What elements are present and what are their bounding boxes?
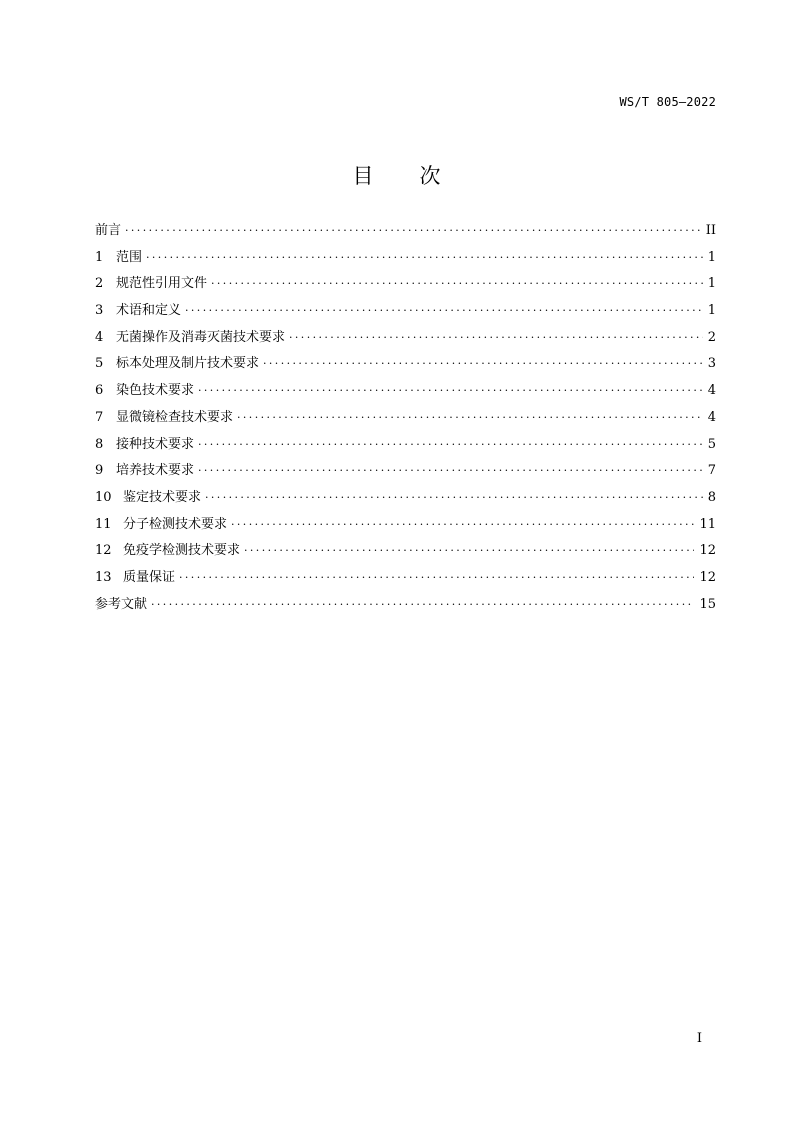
toc-entry-7[interactable]: [95, 405, 716, 432]
toc-list: [95, 218, 716, 618]
toc-leader-dots: [185, 298, 703, 325]
toc-leader-dots: [125, 218, 701, 245]
toc-entry-number: 3: [95, 303, 104, 319]
toc-title-char-1: 目: [352, 164, 374, 188]
toc-entry-number: 8: [95, 436, 104, 452]
toc-leader-dots: [289, 325, 703, 352]
toc-entry-title: 无菌操作及消毒灭菌技术要求: [116, 329, 286, 345]
toc-entry-page: 4: [707, 409, 716, 425]
toc-entry-title: 接种技术要求: [116, 436, 195, 452]
toc-entry-references[interactable]: [95, 592, 716, 619]
toc-entry-number: 7: [95, 409, 104, 425]
toc-entry-6[interactable]: [95, 378, 716, 405]
toc-entry-title: 显微镜检查技术要求: [116, 409, 234, 425]
toc-entry-title: 规范性引用文件: [116, 276, 208, 292]
toc-title: [0, 160, 793, 190]
toc-entry-number: 11: [95, 516, 112, 532]
toc-entry-title: 质量保证: [123, 569, 176, 585]
toc-leader-dots: [179, 565, 694, 592]
toc-entry-3[interactable]: [95, 298, 716, 325]
toc-entry-page: 11: [699, 516, 716, 532]
toc-entry-number: 12: [95, 543, 112, 559]
toc-entry-number: 2: [95, 276, 104, 292]
toc-leader-dots: [198, 458, 703, 485]
toc-entry-title: 免疫学检测技术要求: [123, 543, 241, 559]
toc-entry-title: 培养技术要求: [116, 463, 195, 479]
toc-entry-page: 15: [699, 596, 716, 612]
toc-entry-number: 13: [95, 569, 112, 585]
toc-leader-dots: [151, 592, 694, 619]
toc-entry-2[interactable]: [95, 271, 716, 298]
toc-leader-dots: [263, 351, 703, 378]
toc-entry-number: 10: [95, 489, 112, 505]
toc-entry-page: 1: [707, 249, 716, 265]
document-code: WS/T 805—2022: [619, 95, 716, 109]
page-number: I: [696, 1031, 702, 1046]
toc-entry-number: 9: [95, 463, 104, 479]
toc-leader-dots: [198, 432, 703, 459]
toc-leader-dots: [146, 245, 703, 272]
toc-entry-foreword[interactable]: [95, 218, 716, 245]
toc-entry-title: 参考文献: [95, 596, 148, 612]
toc-entry-title: 染色技术要求: [116, 383, 195, 399]
toc-entry-number: 4: [95, 329, 104, 345]
toc-entry-page: 12: [699, 543, 716, 559]
toc-entry-title: 分子检测技术要求: [123, 516, 228, 532]
toc-entry-1[interactable]: [95, 245, 716, 272]
toc-title-char-2: 次: [419, 164, 441, 188]
toc-entry-page: 3: [707, 356, 716, 372]
toc-entry-5[interactable]: [95, 351, 716, 378]
toc-entry-title: 范围: [116, 249, 143, 265]
toc-entry-number: 1: [95, 249, 104, 265]
toc-entry-number: 6: [95, 383, 104, 399]
toc-leader-dots: [237, 405, 703, 432]
toc-entry-page: 5: [707, 436, 716, 452]
toc-entry-4[interactable]: [95, 325, 716, 352]
toc-entry-10[interactable]: [95, 485, 716, 512]
toc-entry-9[interactable]: [95, 458, 716, 485]
toc-entry-title: 标本处理及制片技术要求: [116, 356, 260, 372]
toc-entry-page: II: [705, 223, 716, 238]
toc-entry-page: 7: [707, 463, 716, 479]
toc-entry-13[interactable]: [95, 565, 716, 592]
toc-entry-8[interactable]: [95, 432, 716, 459]
toc-leader-dots: [198, 378, 703, 405]
toc-entry-page: 4: [707, 383, 716, 399]
toc-entry-12[interactable]: [95, 538, 716, 565]
toc-entry-page: 12: [699, 569, 716, 585]
toc-entry-title: 前言: [95, 223, 122, 238]
toc-leader-dots: [205, 485, 703, 512]
toc-entry-page: 1: [707, 276, 716, 292]
toc-entry-11[interactable]: [95, 512, 716, 539]
toc-entry-title: 鉴定技术要求: [123, 489, 202, 505]
toc-entry-page: 8: [707, 489, 716, 505]
toc-entry-number: 5: [95, 356, 104, 372]
toc-entry-title: 术语和定义: [116, 303, 182, 319]
toc-entry-page: 2: [707, 329, 716, 345]
toc-leader-dots: [244, 538, 694, 565]
toc-leader-dots: [211, 271, 703, 298]
toc-leader-dots: [231, 512, 694, 539]
toc-entry-page: 1: [707, 303, 716, 319]
